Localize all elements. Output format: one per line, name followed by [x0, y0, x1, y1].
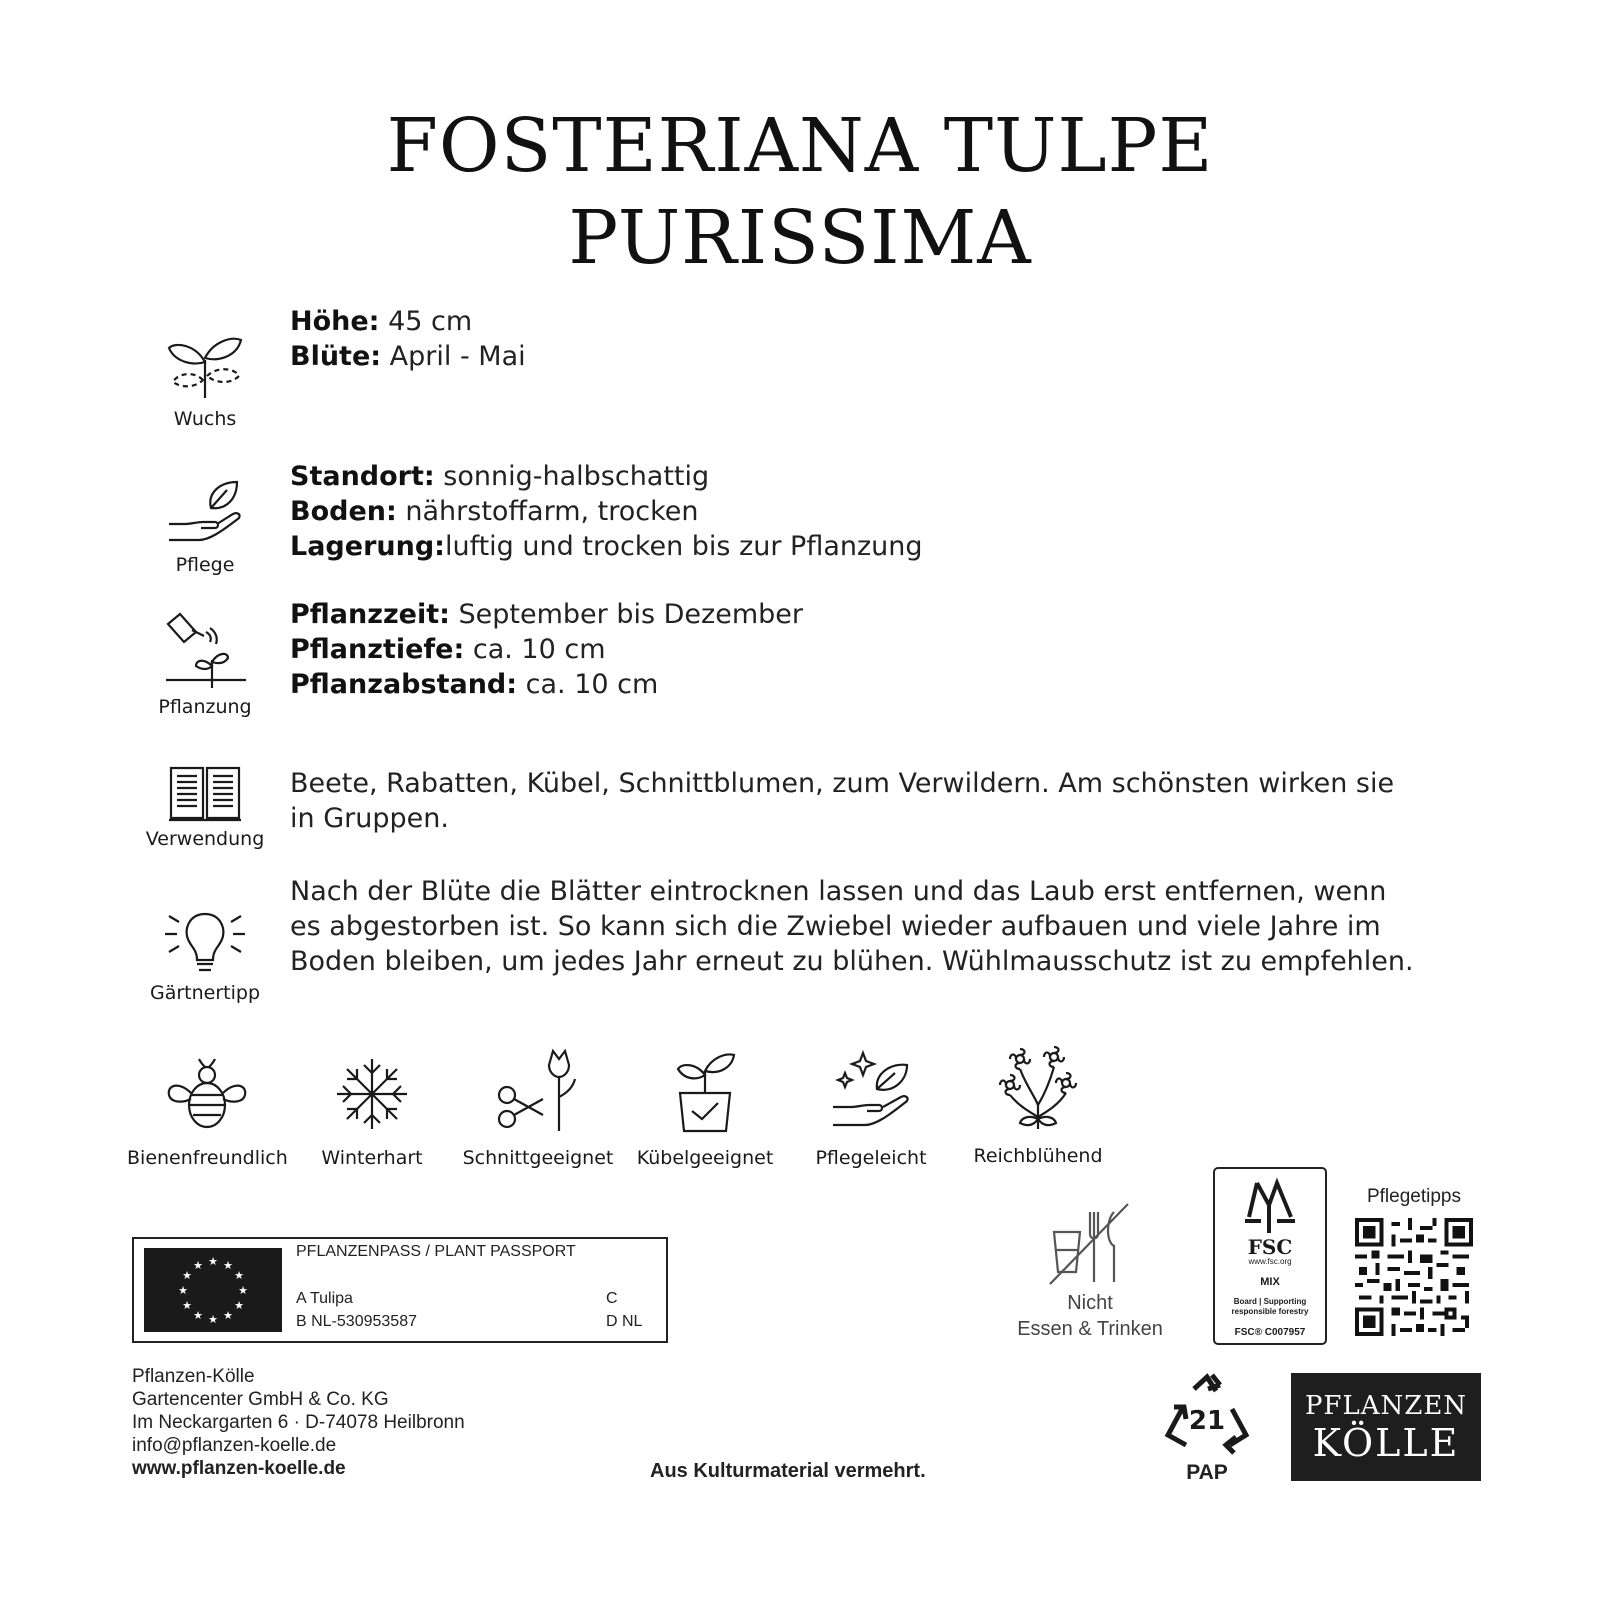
hoehe-key: Höhe: — [290, 306, 380, 337]
pflanzzeit-value: September bis Dezember — [449, 599, 803, 630]
badge-label-0: Bienenfreundlich — [127, 1147, 288, 1169]
open-book-icon — [167, 762, 243, 822]
passport-c: C — [606, 1290, 618, 1307]
svg-text:★: ★ — [208, 1255, 218, 1268]
boden-key: Boden: — [290, 496, 397, 527]
company-address — [132, 1365, 465, 1480]
potted-plant-icon — [670, 1047, 740, 1133]
wuchs-info — [290, 304, 1430, 374]
pflanzabstand-key: Pflanzabstand: — [290, 669, 518, 700]
svg-text:★: ★ — [182, 1269, 192, 1282]
lagerung-value: luftig und trocken bis zur Pflanzung — [444, 531, 923, 562]
badge-label-2: Schnittgeeignet — [462, 1147, 614, 1169]
svg-text:★: ★ — [193, 1309, 203, 1322]
badge-label-3: Kübelgeeignet — [636, 1147, 774, 1169]
no-food-icon — [1040, 1198, 1140, 1288]
svg-text:★: ★ — [238, 1284, 248, 1297]
not-food-line1: Nicht — [1067, 1292, 1113, 1314]
recycle-label: PAP — [1186, 1461, 1228, 1484]
pflege-label: Pflege — [175, 554, 235, 576]
pflanzzeit-key: Pflanzzeit: — [290, 599, 450, 630]
standort-value: sonnig-halbschattig — [434, 461, 710, 492]
qr-label: Pflegetipps — [1366, 1186, 1461, 1207]
svg-text:★: ★ — [193, 1259, 203, 1272]
fsc-mix: MIX — [1260, 1276, 1280, 1288]
passport-b: B NL-530953587 — [296, 1313, 417, 1330]
passport-header: PFLANZENPASS / PLANT PASSPORT — [296, 1243, 576, 1260]
pflege-block — [130, 478, 280, 576]
company-line-3: Im Neckargarten 6 · D-74078 Heilbronn — [132, 1412, 465, 1433]
bluete-key: Blüte: — [290, 341, 382, 372]
recycle-triangle-icon — [1164, 1373, 1250, 1457]
pflanzung-info — [290, 597, 1430, 702]
hoehe-value: 45 cm — [379, 306, 473, 337]
tipp-block — [130, 906, 280, 1004]
qr-code-icon[interactable] — [1355, 1218, 1473, 1336]
lagerung-key: Lagerung: — [290, 531, 445, 562]
tipp-text: Nach der Blüte die Blätter eintrocknen lassen und das Laub erst entfernen, wenn es abgestorben ist. So kann sich die Zwiebel wieder aufbauen und viele Jahre im Boden bleiben, um jedes Jahr erneut zu blühen. Wühlmausschutz ist zu empfehlen. — [290, 876, 1414, 977]
pflanztiefe-key: Pflanztiefe: — [290, 634, 465, 665]
flowers-icon — [996, 1045, 1080, 1131]
badge-bienenfreundlich — [127, 1055, 287, 1169]
cultivation-note: Aus Kulturmaterial vermehrt. — [650, 1460, 926, 1482]
fsc-label — [1213, 1167, 1327, 1345]
pflanzabstand-value: ca. 10 cm — [517, 669, 659, 700]
passport-d: D NL — [606, 1313, 643, 1330]
company-email[interactable]: info@pflanzen-koelle.de — [132, 1435, 337, 1456]
pflege-info — [290, 459, 1430, 564]
boden-value: nährstoffarm, trocken — [396, 496, 699, 527]
pflanzung-block — [130, 610, 280, 718]
fsc-desc-1: Board | Supporting — [1233, 1297, 1307, 1306]
fsc-url: www.fsc.org — [1248, 1257, 1292, 1266]
hand-sparkle-icon — [829, 1049, 913, 1133]
verwendung-block — [130, 762, 280, 850]
title-line-2: PURISSIMA — [568, 195, 1032, 281]
tipp-label: Gärtnertipp — [149, 982, 261, 1004]
passport-a: A Tulipa — [296, 1290, 353, 1307]
standort-key: Standort: — [290, 461, 435, 492]
sprout-leaves-icon — [165, 322, 245, 402]
bluete-value: April - Mai — [381, 341, 526, 372]
bee-icon — [165, 1055, 249, 1133]
fsc-code: FSC® C007957 — [1234, 1327, 1306, 1338]
badge-label-4: Pflegeleicht — [815, 1147, 927, 1169]
logo-line-2: KÖLLE — [1312, 1421, 1460, 1465]
wuchs-label: Wuchs — [173, 408, 237, 430]
recycle-number: 21 — [1188, 1406, 1226, 1436]
watering-can-icon — [162, 610, 248, 690]
pflanzen-koelle-logo — [1291, 1373, 1481, 1481]
wuchs-block — [130, 322, 280, 430]
badge-winterhart — [292, 1055, 452, 1169]
qr-block[interactable] — [1352, 1185, 1476, 1336]
verwendung-text: Beete, Rabatten, Kübel, Schnittblumen, zum Verwildern. Am schönsten wirken sie in Gruppen. — [290, 768, 1395, 834]
pflanztiefe-value: ca. 10 cm — [464, 634, 606, 665]
fsc-tree-icon — [1235, 1177, 1305, 1237]
svg-text:★: ★ — [182, 1299, 192, 1312]
svg-text:★: ★ — [208, 1313, 218, 1326]
company-web[interactable]: www.pflanzen-koelle.de — [132, 1458, 346, 1479]
not-food-line2: Essen & Trinken — [1017, 1318, 1163, 1340]
badge-pflegeleicht — [791, 1049, 951, 1169]
svg-text:★: ★ — [178, 1284, 188, 1297]
scissors-tulip-icon — [493, 1047, 583, 1133]
plant-passport — [132, 1237, 668, 1343]
badge-reichbluehend — [958, 1045, 1118, 1167]
badge-label-1: Winterhart — [321, 1147, 423, 1169]
logo-line-1: PFLANZEN — [1304, 1391, 1468, 1421]
verwendung-label: Verwendung — [145, 828, 265, 850]
svg-text:★: ★ — [223, 1309, 233, 1322]
title-line-1: FOSTERIANA TULPE — [386, 103, 1214, 189]
svg-text:★: ★ — [223, 1259, 233, 1272]
fsc-brand: FSC — [1247, 1235, 1293, 1259]
snowflake-icon — [333, 1055, 411, 1133]
pflanzung-label: Pflanzung — [158, 696, 252, 718]
company-line-1: Pflanzen-Kölle — [132, 1366, 255, 1387]
hand-leaf-icon — [165, 478, 245, 548]
svg-text:★: ★ — [234, 1269, 244, 1282]
not-food-block — [1010, 1198, 1170, 1342]
badge-kuebelgeeignet — [625, 1047, 785, 1169]
svg-text:★: ★ — [234, 1299, 244, 1312]
lightbulb-icon — [163, 906, 247, 976]
eu-flag-icon — [144, 1248, 282, 1332]
fsc-desc-2: responsible forestry — [1231, 1307, 1309, 1316]
badge-label-5: Reichblühend — [973, 1145, 1103, 1167]
badge-schnittgeeignet — [458, 1047, 618, 1169]
recycling-mark — [1162, 1373, 1252, 1484]
company-line-2: Gartencenter GmbH & Co. KG — [132, 1389, 389, 1410]
